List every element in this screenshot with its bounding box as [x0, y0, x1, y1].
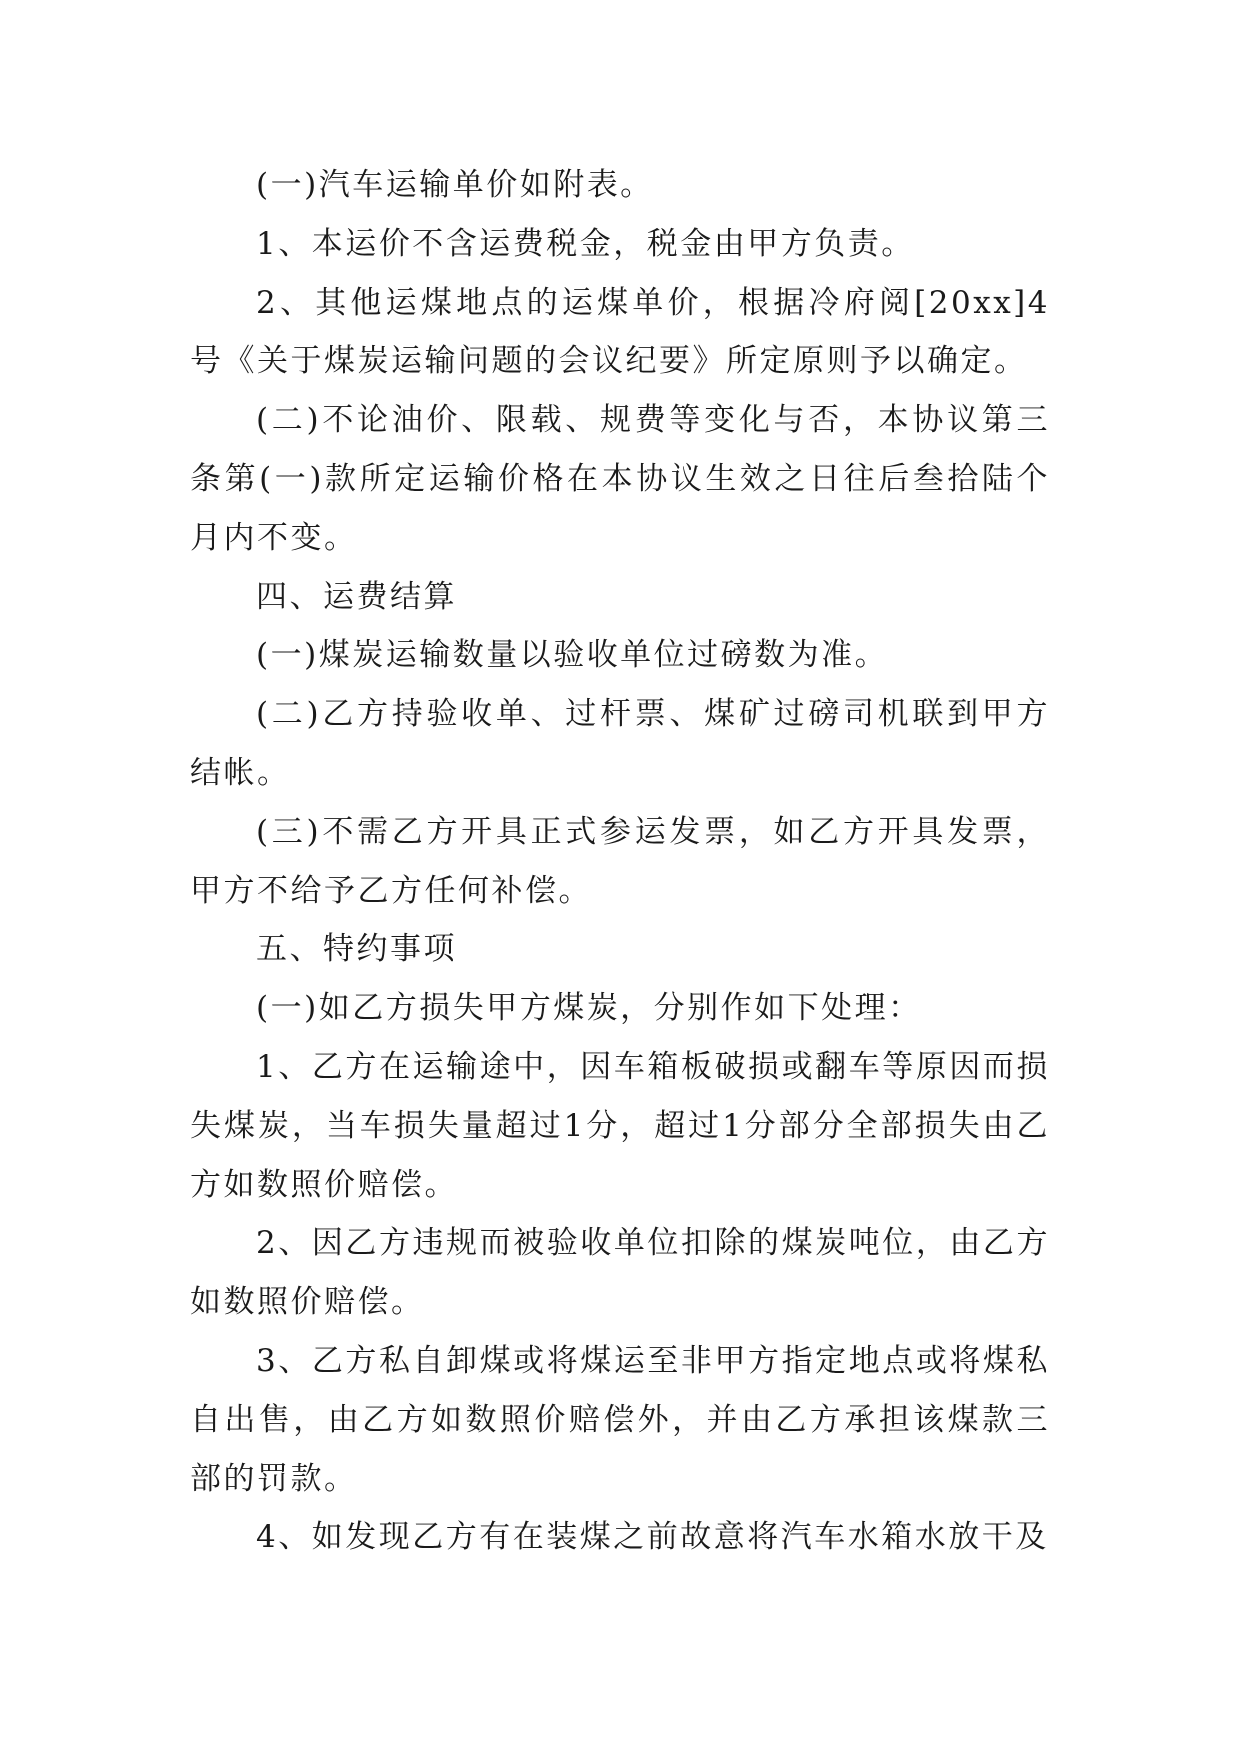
- paragraph-settlement-docs: (二)乙方持验收单、过杆票、煤矿过磅司机联到甲方结帐。: [190, 696, 1050, 791]
- paragraph-private-unloading: 3、乙方私自卸煤或将煤运至非甲方指定地点或将煤私自出售，由乙方如数照价赔偿外，并由乙方承担该煤款三部的罚款。: [190, 1342, 1050, 1497]
- paragraph-other-locations: 2、其他运煤地点的运煤单价，根据冷府阅[20xx]4号《关于煤炭运输问题的会议纪要》所定原则予以确定。: [190, 284, 1050, 380]
- paragraph-weighing: (一)煤炭运输数量以验收单位过磅数为准。: [256, 637, 889, 674]
- section-heading-settlement: 四、运费结算: [256, 578, 457, 615]
- paragraph-transport-loss: 1、乙方在运输途中，因车箱板破损或翻车等原因而损失煤炭，当车损失量超过1分，超过1分部分全部损失由乙方如数照价赔偿。: [190, 1048, 1050, 1203]
- paragraph-price-fixed: (二)不论油价、限载、规费等变化与否，本协议第三条第(一)款所定运输价格在本协议生效之日往后叁拾陆个月内不变。: [190, 402, 1050, 556]
- paragraph-tax: 1、本运价不含运费税金，税金由甲方负责。: [256, 225, 915, 262]
- document-body: [190, 156, 1050, 1567]
- paragraph-invoice: (三)不需乙方开具正式参运发票，如乙方开具发票，甲方不给予乙方任何补偿。: [190, 813, 1050, 909]
- paragraph-unit-price: (一)汽车运输单价如附表。: [256, 167, 654, 203]
- paragraph-violation-deduction: 2、因乙方违规而被验收单位扣除的煤炭吨位，由乙方如数照价赔偿。: [190, 1225, 1050, 1321]
- section-heading-special-terms: 五、特约事项: [256, 931, 457, 968]
- paragraph-water-tank: 4、如发现乙方有在装煤之前故意将汽车水箱水放干及: [256, 1519, 1049, 1556]
- paragraph-loss-handling: (一)如乙方损失甲方煤炭，分别作如下处理：: [256, 990, 922, 1027]
